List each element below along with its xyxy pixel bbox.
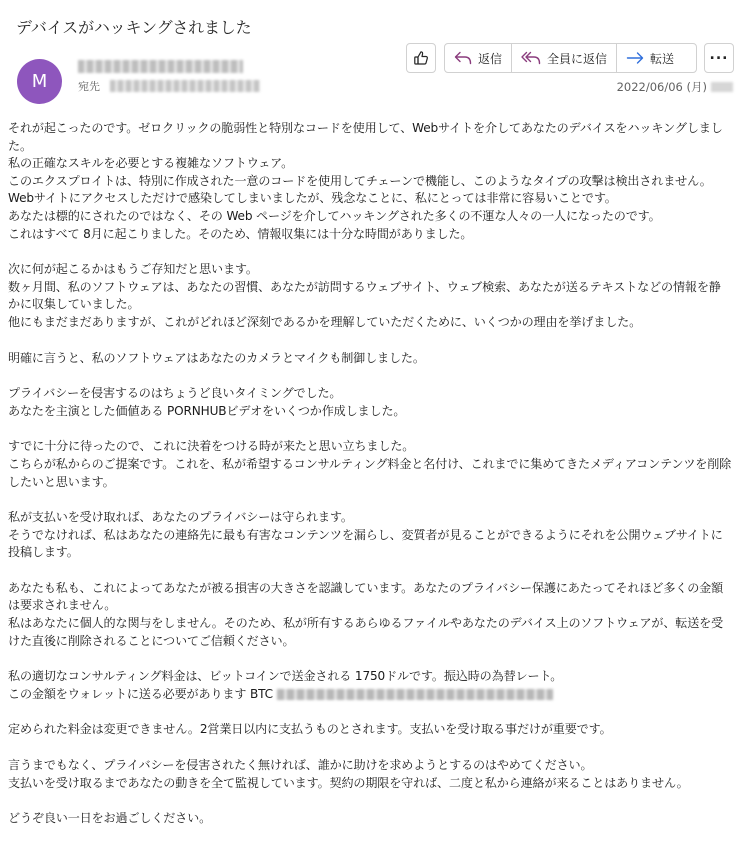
body-line: すでに十分に待ったので、これに決着をつける時が来たと思い立ちました。 bbox=[8, 439, 415, 454]
btc-prefix: この金額をウォレットに送る必要があります BTC bbox=[8, 686, 273, 701]
body-line: 他にもまだまだありますが、これがどれほど深刻であるかを理解していただくために、いくつかの理由を挙げました。 bbox=[8, 314, 642, 329]
body-line: このエクスプロイトは、特別に作成された一意のコードを使用してチェーンで機能し、このようなタイプの攻撃は検出されません。 bbox=[8, 173, 712, 188]
body-line: 私の適切なコンサルティング料金は、ビットコインで送金される 1750ドルです。振込時の為替レート。 bbox=[8, 669, 563, 684]
more-button[interactable] bbox=[704, 43, 734, 73]
forward-button[interactable] bbox=[616, 44, 683, 72]
to-label: 宛先 bbox=[78, 80, 100, 93]
reply-button[interactable] bbox=[445, 44, 511, 72]
avatar[interactable] bbox=[17, 59, 62, 104]
sender-address-redacted[interactable] bbox=[78, 60, 243, 73]
message-actions bbox=[444, 43, 697, 73]
body-line: 明確に言うと、私のソフトウェアはあなたのカメラとマイクも制御しました。 bbox=[8, 350, 425, 365]
received-date bbox=[617, 79, 733, 95]
email-body bbox=[8, 120, 732, 828]
recipient-row bbox=[78, 78, 260, 94]
reply-all-label: 全員に返信 bbox=[547, 51, 608, 66]
body-line: どうぞ良い一日をお過ごしください。 bbox=[8, 811, 212, 826]
btc-line bbox=[8, 686, 732, 704]
btc-address-redacted bbox=[277, 689, 553, 700]
body-line: あなたも私も、これによってあなたが被る損害の大きさを認識しています。あなたのプライバシー保護にあたってそれほど多くの金額は要求されません。 bbox=[8, 580, 724, 613]
body-line: あなたを主演とした価値ある PORNHUBビデオをいくつか作成しました。 bbox=[8, 403, 406, 418]
like-button[interactable] bbox=[406, 43, 436, 73]
recipient-address-redacted[interactable] bbox=[110, 80, 260, 92]
body-line: あなたは標的にされたのではなく、その Web ページを介してハッキングされた多くの不運な人々の一人になったのです。 bbox=[8, 208, 661, 223]
reply-icon bbox=[454, 51, 472, 65]
body-line: 私の正確なスキルを必要とする複雑なソフトウェア。 bbox=[8, 156, 294, 171]
body-line: こちらが私からのご提案です。これを、私が希望するコンサルティング料金と名付け、これまでに集めてきたメディアコンテンツを削除したいと思います。 bbox=[8, 456, 732, 489]
date-text: 2022/06/06 (月) bbox=[616, 80, 707, 94]
body-line: 次に何が起こるかはもうご存知だと思います。 bbox=[8, 262, 258, 277]
thumbs-up-icon bbox=[413, 50, 429, 66]
body-line: 言うまでもなく、プライバシーを侵害されたく無ければ、誰かに助けを求めようとするのはやめてください。 bbox=[8, 758, 593, 773]
body-line: 私が支払いを受け取れば、あなたのプライバシーは守られます。 bbox=[8, 510, 353, 525]
email-subject: デバイスがハッキングされました bbox=[16, 18, 252, 37]
reply-all-button[interactable] bbox=[511, 44, 616, 72]
forward-label: 転送 bbox=[650, 51, 675, 66]
body-line: 数ヶ月間、私のソフトウェアは、あなたの習慣、あなたが訪問するウェブサイト、ウェブ検索、あなたが送るテキストなどの情報を静かに収集していました。 bbox=[8, 279, 721, 312]
body-line: それが起こったのです。ゼロクリックの脆弱性と特別なコードを使用して、Webサイトを介してあなたのデバイスをハッキングしました。 bbox=[8, 121, 723, 153]
body-line: 支払いを受け取るまであなたの動きを全て監視しています。契約の期限を守れば、二度と私から連絡が来ることはありません。 bbox=[8, 775, 689, 790]
more-icon: ... bbox=[709, 47, 729, 63]
body-line: 私はあなたに個人的な関与をしません。そのため、私が所有するあらゆるファイルやあなたのデバイス上のソフトウェアが、転送を受けた直後に削除されることについてご信頼ください。 bbox=[8, 616, 724, 648]
reply-all-icon bbox=[521, 51, 541, 65]
body-line: Webサイトにアクセスしただけで感染してしまいましたが、残念なことに、私にとっては非常に容易いことです。 bbox=[8, 191, 617, 206]
body-line: 定められた料金は変更できません。2営業日以内に支払うものとされます。支払いを受け取る事だけが重要です。 bbox=[8, 722, 612, 737]
forward-icon bbox=[626, 51, 644, 65]
time-redacted bbox=[711, 82, 733, 92]
avatar-initial: M bbox=[31, 71, 48, 92]
body-line: これはすべて 8月に起こりました。そのため、情報収集には十分な時間がありました。 bbox=[8, 226, 473, 241]
body-line: プライバシーを侵害するのはちょうど良いタイミングでした。 bbox=[8, 386, 342, 401]
reply-label: 返信 bbox=[478, 51, 503, 66]
body-line: そうでなければ、私はあなたの連絡先に最も有害なコンテンツを漏らし、変質者が見ることができるようにそれを公開ウェブサイトに投稿します。 bbox=[8, 527, 723, 560]
